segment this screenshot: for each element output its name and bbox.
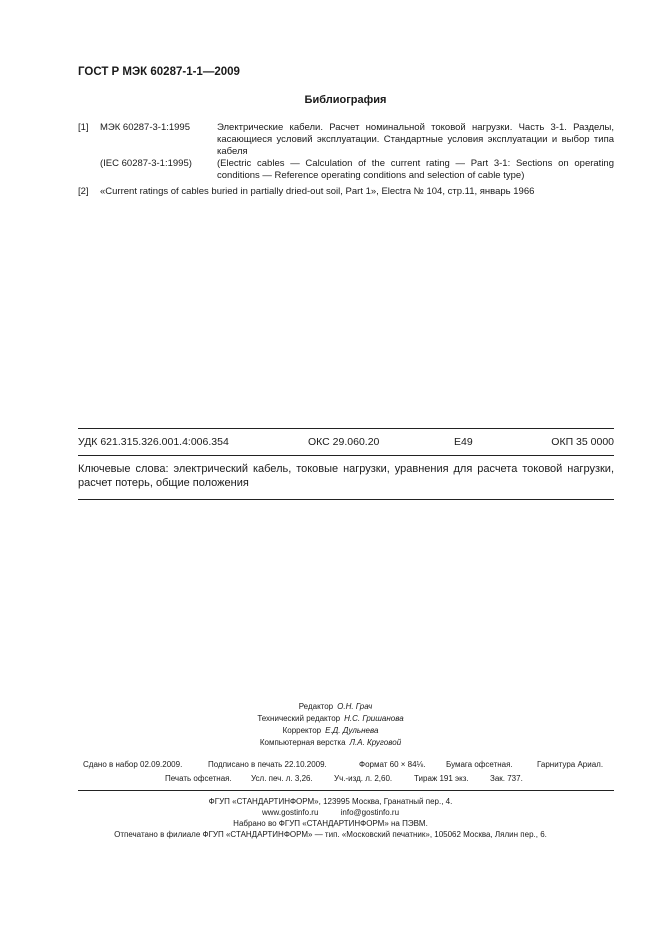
divider [78,499,614,500]
ref-code: МЭК 60287-3-1:1995 [100,122,190,133]
imprint-item: Усл. печ. л. 3,26. [251,774,313,783]
document-header: ГОСТ Р МЭК 60287-1-1—2009 [78,66,240,78]
imprint-item: Формат 60 × 84⅛. [359,760,426,769]
credit-label: Компьютерная верстка [259,738,346,747]
credit-label: Корректор [282,726,322,735]
oks-code: ОКС 29.060.20 [308,436,380,448]
publisher-line: Набрано во ФГУП «СТАНДАРТИНФОРМ» на ПЭВМ. [233,819,428,828]
ref-code-en: (IEC 60287-3-1:1995) [100,158,192,169]
credit-line [0,737,661,749]
ref-number: [2] [78,186,89,197]
imprint-item: Зак. 737. [490,774,523,783]
ref-text: Электрические кабели. Расчет номинальной токовой нагрузки. Часть 3-1. Разделы, касающиеся условий эксплуатации. Стандартные условия эксплуатации и выбор типа кабеля [217,122,614,157]
imprint-item: Подписано в печать 22.10.2009. [208,760,327,769]
credit-name: Е.Д. Дульнева [325,726,379,735]
publisher-line: Отпечатано в филиале ФГУП «СТАНДАРТИНФОРМ» — тип. «Московский печатник», 105062 Москва, Лялин пер., 6. [114,830,547,839]
credit-line [0,701,661,713]
imprint-item: Гарнитура Ариал. [537,760,604,769]
imprint-item: Сдано в набор 02.09.2009. [83,760,183,769]
imprint-item: Уч.-изд. л. 2,60. [334,774,393,783]
ref-text-en: (Electric cables — Calculation of the current rating — Part 3-1: Sections on operating conditions — Reference operating conditions and selection of cable type) [217,158,614,181]
publisher-line: www.gostinfo.ru info@gostinfo.ru [261,808,400,817]
keywords: Ключевые слова: электрический кабель, токовые нагрузки, уравнения для расчета токовой нагрузки, расчет потерь, общие положения [78,463,614,489]
credit-name: О.Н. Грач [337,702,373,711]
credit-name: Н.С. Гришанова [344,714,404,723]
publisher-info [0,796,661,840]
ref-text: «Current ratings of cables buried in partially dried-out soil, Part 1», Electra № 104, стр.11, январь 1966 [100,186,535,197]
credit-label: Редактор [298,702,334,711]
imprint-item: Печать офсетная. [165,774,232,783]
imprint-item: Бумага офсетная. [446,760,513,769]
credit-name: Л.А. Круговой [349,738,402,747]
bibliography-title: Библиография [304,94,387,106]
udk-code: УДК 621.315.326.001.4:006.354 [78,436,229,448]
divider [78,790,614,791]
credit-label: Технический редактор [257,714,341,723]
credits [0,701,661,749]
imprint-item: Тираж 191 экз. [414,774,469,783]
okp-code: ОКП 35 0000 [551,436,614,448]
publisher-line: ФГУП «СТАНДАРТИНФОРМ», 123995 Москва, Гранатный пер., 4. [208,797,453,806]
divider [78,428,614,429]
credit-line [0,713,661,725]
credit-line [0,725,661,737]
e-code: Е49 [454,436,473,448]
ref-number: [1] [78,122,89,133]
divider [78,455,614,456]
